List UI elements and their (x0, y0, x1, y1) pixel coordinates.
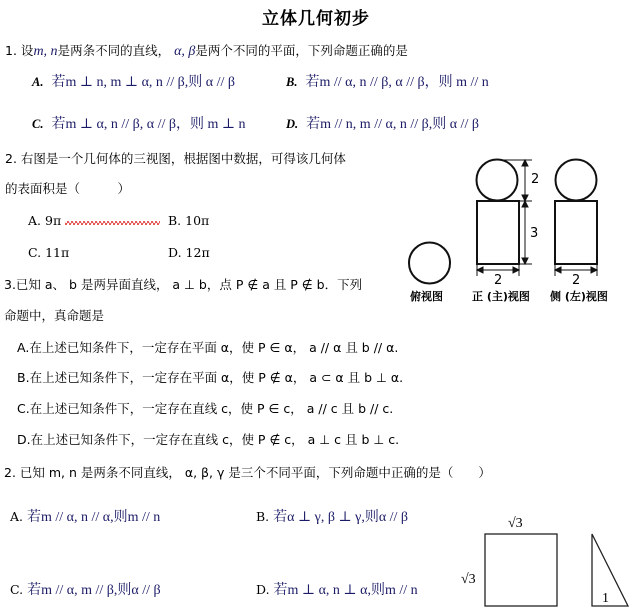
front-view-label: 正 (主)视图 (472, 290, 530, 303)
dim-front-width-label: 2 (494, 273, 503, 288)
dim-sphere-label: 2 (531, 172, 540, 187)
q3-stem-line2: 命题中，真命题是 (4, 308, 105, 323)
q3-option-a[interactable]: A.在上述已知条件下，一定存在平面 α，使 P ∈ α， a // α 且 b // α. (17, 340, 399, 355)
q4-option-a[interactable]: A. 若m // α, n // α,则m // n (10, 509, 161, 525)
q1-stem: 1. 设m, n是两条不同的直线， α, β是两个不同的平面，下列命题正确的是 (5, 43, 408, 59)
q3-option-b[interactable]: B.在上述已知条件下，一定存在平面 α，使 P ∉ α， a ⊂ α 且 b ⊥ α. (17, 370, 404, 385)
front-view-sphere (477, 160, 518, 201)
front-view-cylinder (477, 201, 519, 264)
top-view-circle (409, 243, 450, 284)
triangle-base-label: 1 (602, 591, 609, 606)
q3-stem-line1: 3.已知 a、 b 是两异面直线， a ⊥ b，点 P ∉ a 且 P ∉ b．下列 (4, 277, 363, 292)
square-view (485, 534, 557, 606)
top-view-label: 俯视图 (410, 290, 443, 303)
q2-option-d[interactable]: D. 12π (168, 245, 210, 260)
q3-option-c[interactable]: C.在上述已知条件下，一定存在直线 c，使 P ∈ c， a // c 且 b // c. (17, 401, 394, 416)
q4-option-d[interactable]: D. 若m ⊥ α, n ⊥ α,则m // n (256, 582, 418, 598)
q4-stem: 2. 已知 m, n 是两条不同直线， α, β, γ 是三个不同平面，下列命题中正确的是（ ） (4, 465, 491, 480)
side-view-label: 侧 (左)视图 (550, 290, 608, 303)
q1-option-b[interactable]: B. 若m // α, n // β, α // β，则 m // n (286, 75, 489, 90)
q2-option-c[interactable]: C. 11π (28, 245, 70, 260)
triangle-view (592, 534, 628, 606)
q4-option-b[interactable]: B. 若α ⊥ γ, β ⊥ γ,则α // β (256, 509, 409, 525)
spellcheck-underline (65, 221, 160, 227)
q2-option-a[interactable]: A. 9π (28, 213, 160, 229)
q1-option-d[interactable]: D. 若m // n, m // α, n // β,则 α // β (286, 117, 479, 132)
q2-stem-line1: 2. 右图是一个几何体的三视图，根据图中数据，可得该几何体 (5, 151, 346, 166)
page-title: 立体几何初步 (262, 9, 370, 29)
dim-side-width-label: 2 (572, 273, 581, 288)
q4-option-c[interactable]: C. 若m // α, m // β,则α // β (10, 582, 161, 598)
q2-stem-line2: 的表面积是（ ） (5, 181, 131, 196)
dim-cylinder-height-label: 3 (530, 226, 539, 241)
q3-option-d[interactable]: D.在上述已知条件下，一定存在直线 c，使 P ∉ c， a ⊥ c 且 b ⊥ c. (17, 432, 400, 447)
q1-option-a[interactable]: A. 若m ⊥ n, m ⊥ α, n // β,则 α // β (32, 75, 236, 90)
side-view-sphere (556, 160, 597, 201)
square-left-label: √3 (461, 572, 476, 587)
side-view-cylinder (555, 201, 597, 264)
three-view-figure (400, 150, 632, 310)
square-top-label: √3 (508, 516, 523, 531)
q1-option-c[interactable]: C. 若m ⊥ α, n // β, α // β，则 m ⊥ n (32, 117, 246, 132)
q2-option-b[interactable]: B. 10π (168, 213, 210, 228)
